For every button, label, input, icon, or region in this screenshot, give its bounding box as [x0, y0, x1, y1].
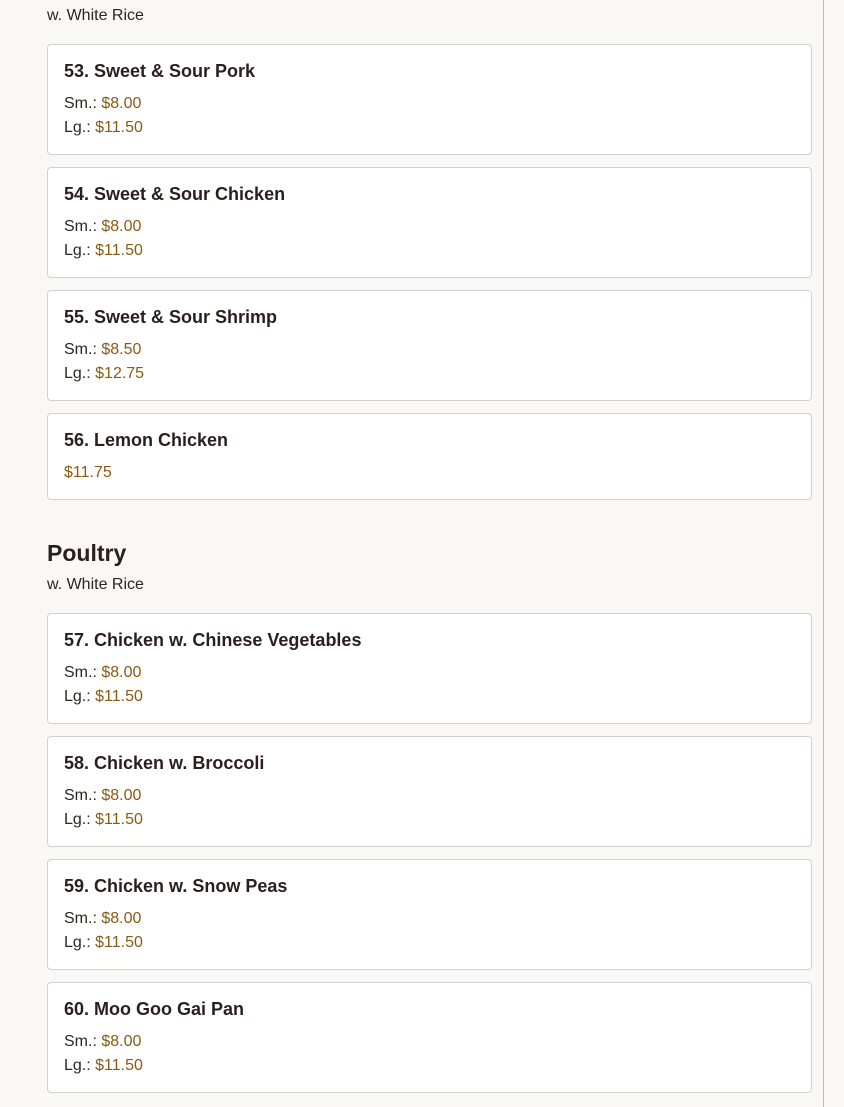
small-price-line — [64, 1030, 795, 1054]
large-label: Lg.: — [64, 365, 91, 382]
single-price-line — [64, 461, 795, 485]
small-price: $8.00 — [101, 95, 142, 112]
section-note: w. White Rice — [47, 576, 144, 593]
large-price: $11.50 — [95, 688, 143, 705]
large-price-line — [64, 931, 795, 955]
large-price-line — [64, 116, 795, 140]
item-name: 58. Chicken w. Broccoli — [64, 753, 265, 773]
small-price: $8.00 — [101, 1033, 142, 1050]
large-price-line — [64, 1054, 795, 1078]
small-price-line — [64, 907, 795, 931]
small-label: Sm.: — [64, 787, 97, 804]
large-price: $11.50 — [95, 1057, 143, 1074]
small-label: Sm.: — [64, 218, 97, 235]
large-price: $11.50 — [95, 242, 143, 259]
small-price: $8.00 — [101, 664, 142, 681]
menu-item-56[interactable] — [47, 413, 812, 500]
item-name: 60. Moo Goo Gai Pan — [64, 999, 245, 1019]
menu-item-59[interactable] — [47, 859, 812, 970]
small-price: $8.50 — [101, 341, 142, 358]
large-price-line — [64, 808, 795, 832]
large-price-line — [64, 362, 795, 386]
item-name: 56. Lemon Chicken — [64, 430, 229, 450]
large-price: $11.50 — [95, 934, 143, 951]
large-label: Lg.: — [64, 811, 91, 828]
item-name: 54. Sweet & Sour Chicken — [64, 184, 286, 204]
item-name: 57. Chicken w. Chinese Vegetables — [64, 630, 362, 650]
large-label: Lg.: — [64, 688, 91, 705]
menu-item-58[interactable] — [47, 736, 812, 847]
large-label: Lg.: — [64, 119, 91, 136]
small-price: $8.00 — [101, 910, 142, 927]
large-price-line — [64, 685, 795, 709]
small-label: Sm.: — [64, 95, 97, 112]
small-label: Sm.: — [64, 910, 97, 927]
small-price: $8.00 — [101, 787, 142, 804]
item-name: 59. Chicken w. Snow Peas — [64, 876, 288, 896]
menu-item-53[interactable] — [47, 44, 812, 155]
menu-item-57[interactable] — [47, 613, 812, 724]
section-note: w. White Rice — [47, 7, 144, 24]
small-price-line — [64, 784, 795, 808]
item-name: 53. Sweet & Sour Pork — [64, 61, 256, 81]
small-price-line — [64, 661, 795, 685]
scroll-edge-divider — [823, 0, 824, 1107]
small-label: Sm.: — [64, 341, 97, 358]
large-price-line — [64, 239, 795, 263]
small-price-line — [64, 92, 795, 116]
large-price: $12.75 — [95, 365, 145, 382]
menu-item-60[interactable] — [47, 982, 812, 1093]
large-label: Lg.: — [64, 934, 91, 951]
small-label: Sm.: — [64, 664, 97, 681]
small-price-line — [64, 338, 795, 362]
menu-item-54[interactable] — [47, 167, 812, 278]
menu-item-55[interactable] — [47, 290, 812, 401]
small-price: $8.00 — [101, 218, 142, 235]
large-label: Lg.: — [64, 242, 91, 259]
large-price: $11.50 — [95, 119, 143, 136]
large-price: $11.50 — [95, 811, 143, 828]
large-label: Lg.: — [64, 1057, 91, 1074]
small-price-line — [64, 215, 795, 239]
menu-content — [47, 5, 812, 1093]
item-price: $11.75 — [64, 464, 112, 481]
item-name: 55. Sweet & Sour Shrimp — [64, 307, 278, 327]
section-title-poultry: Poultry — [47, 540, 127, 566]
small-label: Sm.: — [64, 1033, 97, 1050]
